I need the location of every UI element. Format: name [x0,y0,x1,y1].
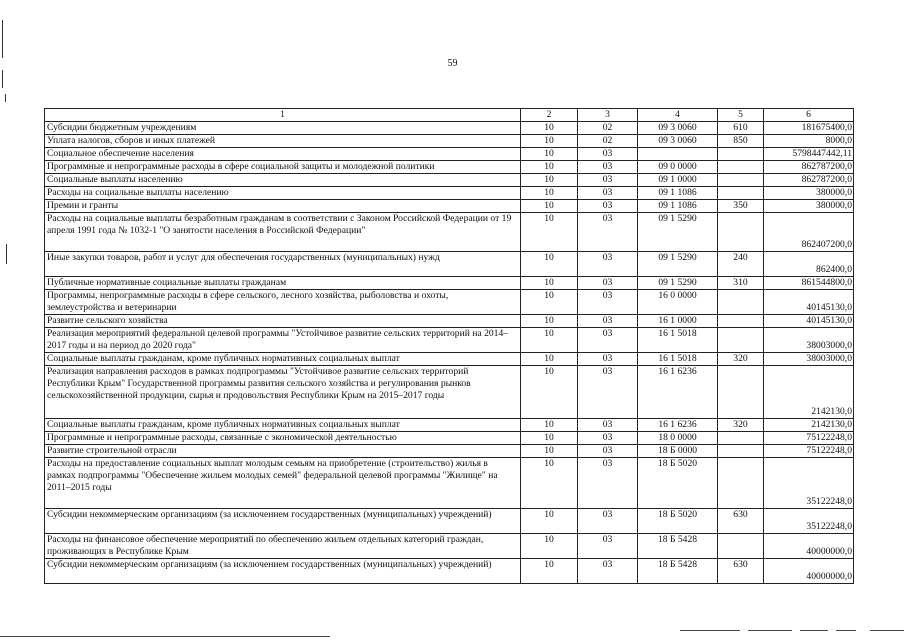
row-expense-type: 320 [718,419,764,432]
row-target-article: 18 Б 0000 [638,445,718,458]
row-expense-type [718,161,764,174]
table-row [45,315,854,328]
row-section: 10 [521,161,578,174]
row-expense-type [718,534,764,559]
row-section: 10 [521,419,578,432]
budget-table [44,108,854,584]
row-amount: 2142130,0 [764,419,854,432]
row-target-article: 16 1 6236 [638,419,718,432]
table-row [45,161,854,174]
row-name: Расходы на социальные выплаты безработным гражданам в соответствии с Законом Российской Федерации от 19 апреля 1991 года № 1032-1 "О занятости населения в Российской Федерации" [45,213,521,252]
row-section: 10 [521,135,578,148]
row-section: 10 [521,328,578,353]
column-header: 3 [578,109,638,122]
row-expense-type [718,432,764,445]
row-expense-type [718,328,764,353]
row-name: Расходы на предоставление социальных выплат молодым семьям на приобретение (строительство) жилья в рамках подпрограммы "Обеспечение жильем молодых семей" федеральной целевой программы "Жилище" на 2011–2015 годы [45,458,521,509]
row-target-article: 09 0 0000 [638,161,718,174]
row-amount: 861544800,0 [764,277,854,290]
row-section: 10 [521,174,578,187]
row-target-article: 09 3 0060 [638,135,718,148]
row-name: Реализация мероприятий федеральной целевой программы "Устойчивое развитие сельских территорий на 2014–2017 годы и на период до 2020 года" [45,328,521,353]
row-subsection: 03 [578,328,638,353]
row-subsection: 03 [578,277,638,290]
column-header: 1 [45,109,521,122]
row-name: Расходы на социальные выплаты населению [45,187,521,200]
row-section: 10 [521,122,578,135]
row-expense-type: 240 [718,252,764,277]
row-amount: 40000000,0 [764,534,854,559]
row-name: Развитие сельского хозяйства [45,315,521,328]
row-expense-type [718,213,764,252]
row-amount: 380000,0 [764,200,854,213]
row-expense-type: 630 [718,559,764,584]
row-name: Уплата налогов, сборов и иных платежей [45,135,521,148]
row-section: 10 [521,458,578,509]
table-row [45,328,854,353]
row-expense-type [718,458,764,509]
row-section: 10 [521,213,578,252]
row-subsection: 02 [578,135,638,148]
row-section: 10 [521,509,578,534]
row-name: Иные закупки товаров, работ и услуг для обеспечения государственных (муниципальных) нужд [45,252,521,277]
row-expense-type: 350 [718,200,764,213]
row-amount: 35122248,0 [764,509,854,534]
row-target-article: 09 1 5290 [638,252,718,277]
row-amount: 5798447442,11 [764,148,854,161]
row-target-article: 16 1 5018 [638,353,718,366]
table-row [45,174,854,187]
row-amount: 75122248,0 [764,432,854,445]
row-name: Программы, непрограммные расходы в сфере сельского, лесного хозяйства, рыболовства и охоты, землеустройства и ветеринарии [45,290,521,315]
table-row [45,353,854,366]
row-subsection: 03 [578,353,638,366]
row-subsection: 03 [578,315,638,328]
row-target-article: 09 1 1086 [638,200,718,213]
column-header: 2 [521,109,578,122]
row-expense-type [718,366,764,419]
column-header: 5 [718,109,764,122]
row-subsection: 03 [578,432,638,445]
row-name: Программные и непрограммные расходы, связанные с экономической деятельностью [45,432,521,445]
column-header: 6 [764,109,854,122]
table-row [45,419,854,432]
page-number: 59 [447,58,458,69]
row-name: Программные и непрограммные расходы в сфере социальной защиты и молодежной политики [45,161,521,174]
row-amount: 38003000,0 [764,328,854,353]
row-amount: 35122248,0 [764,458,854,509]
row-subsection: 03 [578,200,638,213]
row-subsection: 03 [578,445,638,458]
row-name: Публичные нормативные социальные выплаты гражданам [45,277,521,290]
row-expense-type: 630 [718,509,764,534]
table-row [45,213,854,252]
table-row [45,366,854,419]
table-row [45,534,854,559]
row-subsection: 03 [578,290,638,315]
row-target-article: 09 1 0000 [638,174,718,187]
row-expense-type [718,290,764,315]
row-expense-type [718,148,764,161]
row-subsection: 03 [578,458,638,509]
row-target-article: 09 1 5290 [638,213,718,252]
row-target-article: 18 0 0000 [638,432,718,445]
row-section: 10 [521,534,578,559]
table-row [45,187,854,200]
row-amount: 862407200,0 [764,213,854,252]
row-subsection: 03 [578,366,638,419]
row-target-article: 09 1 1086 [638,187,718,200]
table-row [45,148,854,161]
row-amount: 38003000,0 [764,353,854,366]
row-target-article: 18 Б 5020 [638,458,718,509]
table-row [45,122,854,135]
row-name: Субсидии бюджетным учреждениям [45,122,521,135]
row-expense-type: 850 [718,135,764,148]
row-name: Субсидии некоммерческим организациям (за исключением государственных (муниципальных) учреждений) [45,559,521,584]
row-target-article: 09 3 0060 [638,122,718,135]
row-target-article [638,148,718,161]
row-amount: 862787200,0 [764,161,854,174]
table-row [45,458,854,509]
row-subsection: 03 [578,559,638,584]
row-amount: 40000000,0 [764,559,854,584]
row-name: Развитие строительной отрасли [45,445,521,458]
row-target-article: 09 1 5290 [638,277,718,290]
row-expense-type [718,445,764,458]
row-name: Расходы на финансовое обеспечение мероприятий по обеспечению жильем отдельных категорий граждан, проживающих в Республике Крым [45,534,521,559]
table-row [45,290,854,315]
row-name: Социальные выплаты гражданам, кроме публичных нормативных социальных выплат [45,419,521,432]
row-amount: 862787200,0 [764,174,854,187]
row-name: Премии и гранты [45,200,521,213]
row-section: 10 [521,315,578,328]
row-name: Социальные выплаты гражданам, кроме публичных нормативных социальных выплат [45,353,521,366]
row-expense-type: 610 [718,122,764,135]
row-target-article: 16 1 5018 [638,328,718,353]
table-row [45,559,854,584]
row-expense-type [718,315,764,328]
row-name: Социальные выплаты населению [45,174,521,187]
row-target-article: 18 Б 5020 [638,509,718,534]
row-subsection: 03 [578,161,638,174]
row-section: 10 [521,559,578,584]
row-expense-type [718,187,764,200]
row-name: Субсидии некоммерческим организациям (за исключением государственных (муниципальных) учреждений) [45,509,521,534]
row-section: 10 [521,200,578,213]
table-header-row [45,109,854,122]
row-target-article: 16 1 0000 [638,315,718,328]
row-subsection: 03 [578,148,638,161]
row-section: 10 [521,353,578,366]
row-subsection: 03 [578,419,638,432]
row-subsection: 03 [578,213,638,252]
row-amount: 380000,0 [764,187,854,200]
table-row [45,277,854,290]
row-amount: 8000,0 [764,135,854,148]
table-row [45,509,854,534]
row-subsection: 03 [578,174,638,187]
row-target-article: 16 0 0000 [638,290,718,315]
row-amount: 181675400,0 [764,122,854,135]
row-amount: 862400,0 [764,252,854,277]
table-row [45,432,854,445]
row-target-article: 18 Б 5428 [638,534,718,559]
table-row [45,200,854,213]
row-amount: 40145130,0 [764,290,854,315]
row-amount: 40145130,0 [764,315,854,328]
row-section: 10 [521,252,578,277]
table-row [45,252,854,277]
row-subsection: 02 [578,122,638,135]
row-subsection: 03 [578,534,638,559]
row-amount: 2142130,0 [764,366,854,419]
row-target-article: 18 Б 5428 [638,559,718,584]
row-subsection: 03 [578,187,638,200]
column-header: 4 [638,109,718,122]
row-amount: 75122248,0 [764,445,854,458]
row-expense-type [718,174,764,187]
row-name: Реализация направления расходов в рамках подпрограммы "Устойчивое развитие сельских территорий Республики Крым" Государственной программы развития сельского хозяйства и регулирования рынков сельскохозяйственной продукции, сырья и продовольствия Республики Крым на 2015–2017 годы [45,366,521,419]
row-section: 10 [521,366,578,419]
row-section: 10 [521,187,578,200]
row-section: 10 [521,277,578,290]
row-subsection: 03 [578,509,638,534]
row-expense-type: 320 [718,353,764,366]
table-row [45,445,854,458]
row-target-article: 16 1 6236 [638,366,718,419]
row-name: Социальное обеспечение населения [45,148,521,161]
row-subsection: 03 [578,252,638,277]
row-expense-type: 310 [718,277,764,290]
row-section: 10 [521,290,578,315]
row-section: 10 [521,432,578,445]
row-section: 10 [521,445,578,458]
table-row [45,135,854,148]
row-section: 10 [521,148,578,161]
